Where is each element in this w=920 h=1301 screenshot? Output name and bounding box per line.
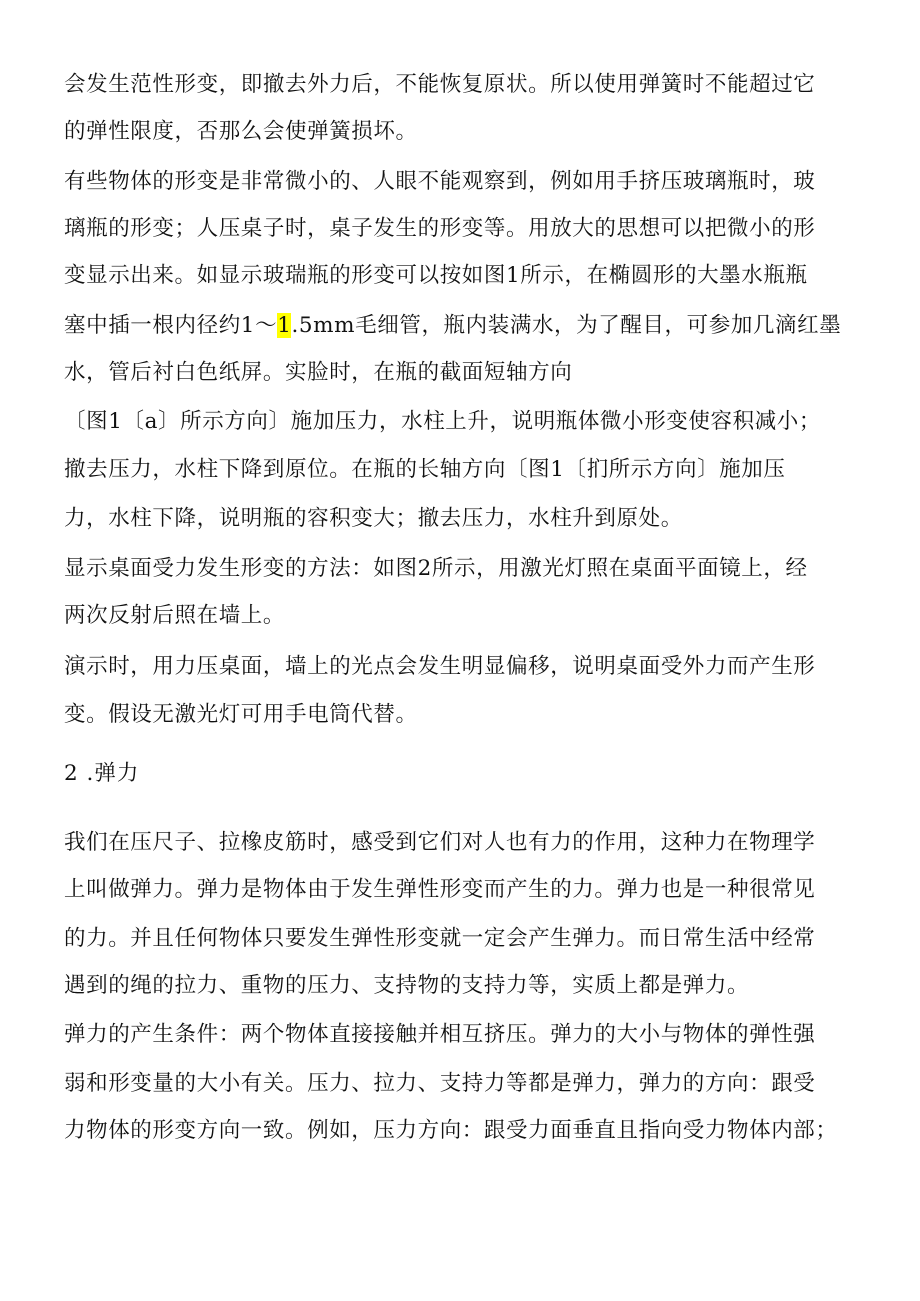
text-line-15: 我们在压尺子、拉橡皮筋时，感受到它们对人也有力的作用，这种力在物理学 [64,830,816,855]
text-line-13: 演示时，用力压桌面，墙上的光点会发生明显偏移，说明桌面受外力而产生形 [64,654,816,679]
text-line-1: 会发生范性形变，即撤去外力后，不能恢复原状。所以使用弹簧时不能超过它 [64,72,816,97]
text-line-11: 显示桌面受力发生形变的方法：如图2所示，用激光灯照在桌面平面镜上，经 [64,556,808,581]
text-line-14: 变。假设无激光灯可用手电筒代替。 [64,702,418,727]
text-line-19: 弹力的产生条件：两个物体直接接触并相互挤压。弹力的大小与物体的弹性强 [64,1022,816,1047]
text-line-6-start: 塞中插一根内径约1～ [64,313,278,338]
text-line-8: 〔图1〔a〕所示方向〕施加压力，水柱上升，说明瓶体微小形变使容积减小； [64,409,822,434]
text-line-2: 的弹性限度，否那么会使弹簧损坏。 [64,119,418,144]
text-line-12: 两次反射后照在墙上。 [64,603,286,628]
text-line-7: 水，管后衬白色纸屏。实脸时，在瓶的截面短轴方向 [64,360,573,385]
highlighted-text: 1 [277,313,292,338]
text-line-17: 的力。并且任何物体只要发生弹性形变就一定会产生弹力。而日常生活中经常 [64,926,816,951]
text-line-5: 变显示出来。如显示玻瑞瓶的形变可以按如图1所示，在椭圆形的大墨水瓶瓶 [64,263,808,288]
text-line-16: 上叫做弹力。弹力是物体由于发生弹性形变而产生的力。弹力也是一种很常见 [64,877,816,902]
text-line-21: 力物体的形变方向一致。例如，压力方向：跟受力面垂直且指向受力物体内部； [64,1118,838,1143]
text-line-10: 力，水柱下降，说明瓶的容积变大；撤去压力，水柱升到原处。 [64,506,683,531]
section-heading: 2 .弹力 [64,761,140,786]
text-line-6-end: .5mm毛细管，瓶内装满水，为了醒目，可参加几滴红墨 [291,313,842,338]
text-line-20: 弱和形变量的大小有关。压力、拉力、支持力等都是弹力，弹力的方向：跟受 [64,1071,816,1096]
text-line-6 [64,311,841,341]
text-line-9: 撤去压力，水柱下降到原位。在瓶的长轴方向〔图1〔扪所示方向〕施加压 [64,457,786,482]
text-line-18: 遇到的绳的拉力、重物的压力、支持物的支持力等，实质上都是弹力。 [64,973,750,998]
text-line-3: 有些物体的形变是非常微小的、人眼不能观察到，例如用手挤压玻璃瓶时，玻 [64,169,816,194]
text-line-4: 璃瓶的形变；人压桌子时，桌子发生的形变等。用放大的思想可以把微小的形 [64,216,816,241]
